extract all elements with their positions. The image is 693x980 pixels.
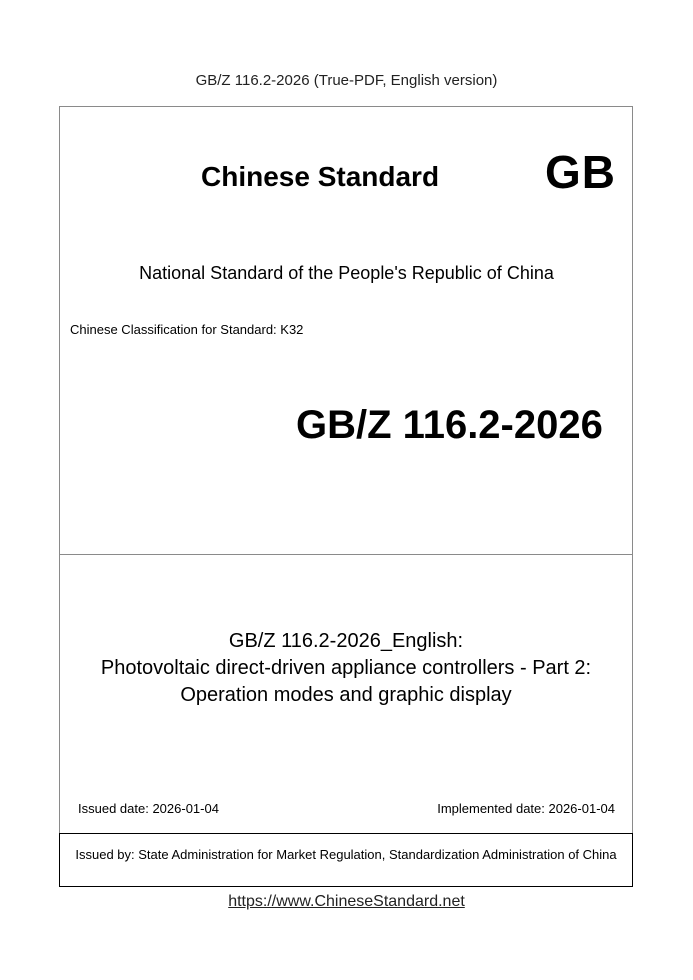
issued-date: Issued date: 2026-01-04 <box>78 801 219 816</box>
national-standard-line: National Standard of the People's Republic of China <box>139 263 554 283</box>
document-header: GB/Z 116.2-2026 (True-PDF, English version) <box>195 72 498 89</box>
cover-title: Chinese Standard <box>201 161 440 192</box>
classification-line: Chinese Classification for Standard: K32 <box>70 322 304 337</box>
issuer-text: Issued by: State Administration for Market Regulation, Standardization Administration of China <box>75 847 617 862</box>
section-divider <box>59 554 633 555</box>
english-title-block <box>59 628 633 709</box>
implemented-date: Implemented date: 2026-01-04 <box>437 801 615 816</box>
gb-mark: GB <box>545 146 616 198</box>
english-title-line-3: Operation modes and graphic display <box>180 684 512 706</box>
english-title-line-2: Photovoltaic direct-driven appliance controllers - Part 2: <box>100 657 592 679</box>
english-title-line-1: GB/Z 116.2-2026_English: <box>228 630 464 652</box>
cover-frame <box>59 106 633 833</box>
issuer-box <box>59 833 633 887</box>
standard-number: GB/Z 116.2-2026 <box>296 403 603 447</box>
website-link[interactable]: https://www.ChineseStandard.net <box>228 893 465 910</box>
